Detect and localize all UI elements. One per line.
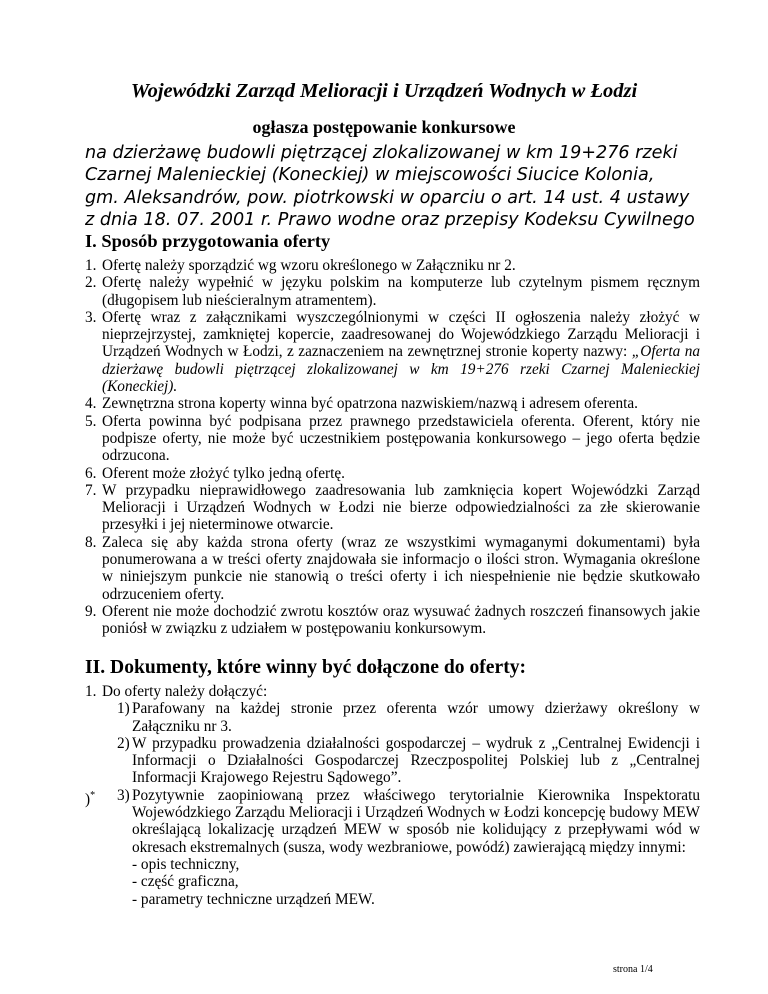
dash-item: - parametry techniczne urządzeń MEW. (132, 890, 375, 908)
dash-item: - opis techniczny, (132, 855, 240, 873)
document-subtitle: ogłasza postępowanie konkursowe (252, 117, 516, 137)
list-item: 9. Oferent nie może dochodzić zwrotu kosztów oraz wysuwać żadnych roszczeń finansowych jakie poniósł w związku z udziałem w postępowaniu konkursowym. (85, 602, 700, 638)
footnote-marker: )* (85, 789, 96, 808)
list-item: 6. Oferent może złożyć tylko jedną ofertę. (85, 464, 345, 482)
section-2-heading: II. Dokumenty, które winny być dołączone do oferty: (85, 657, 527, 678)
list-item: 1. Do oferty należy dołączyć: 1) Parafowany na każdej stronie przez oferenta wzór umowy dzierżawy określony w Załączniku nr 3. 2) W przypadku prowadzenia działalności gospodarczej – wydruk z „Centralnej Ewidencji i Informacji o Działalności Gospodarczej Rzeczpospolitej Polskiej lub z „Centralnej Informacji Krajowego Rejestru Sądowego”. )* 3) Pozytywnie zaopiniowaną przez właściwego terytorialnie Kierownika Inspektoratu Wojewódzkiego Zarządu Melioracji i Urządzeń Wodnych w Łodzi koncepcję budowy MEW określającą lokalizację urządzeń MEW w sposób nie kolidujący z przepływami wód w okresach ekstremalnych (susza, wody wezbraniowe, powódź) zawierającą między innymi: - opis techniczny, - część graficzna, - parametry techniczne urządzeń MEW. (85, 683, 700, 908)
document-title: Wojewódzki Zarząd Melioracji i Urządzeń Wodnych w Łodzi (130, 80, 638, 102)
sub-item: 1) Parafowany na każdej stronie przez oferenta wzór umowy dzierżawy określony w Załączniku nr 3. (117, 700, 700, 735)
list-item: 7. W przypadku nieprawidłowego zaadresowania lub zamknięcia kopert Wojewódzki Zarząd Melioracji i Urządzeń Wodnych w Łodzi nie bierze odpowiedzialności za złe skierowanie przesyłki i jej nieterminowe otwarcie. (85, 481, 700, 534)
sub-item: )* 3) Pozytywnie zaopiniowaną przez właściwego terytorialnie Kierownika Inspektoratu Wojewódzkiego Zarządu Melioracji i Urządzeń Wodnych w Łodzi koncepcję budowy MEW określającą lokalizację urządzeń MEW w sposób nie kolidujący z przepływami wód w okresach ekstremalnych (susza, wody wezbraniowe, powódź) zawierającą między innymi: (85, 786, 700, 856)
sub-item: 2) W przypadku prowadzenia działalności gospodarczej – wydruk z „Centralnej Ewidencji i Informacji o Działalności Gospodarczej Rzeczpospolitej Polskiej lub z „Centralnej Informacji Krajowego Rejestru Sądowego”. (117, 734, 700, 787)
list-item: 2. Ofertę należy wypełnić w języku polskim na komputerze lub czytelnym pismem ręcznym (długopisem lub nieścieralnym atramentem). (85, 274, 700, 309)
page-number: strona 1/4 (613, 964, 653, 975)
list-item: 3. Ofertę wraz z załącznikami wyszczególnionymi w części II ogłoszenia należy złożyć w nieprzejrzystej, zamkniętej kopercie, zaadresowanej do Wojewódzkiego Zarządu Melioracji i Urządzeń Wodnych w Łodzi, z zaznaczeniem na zewnętrznej stronie koperty nazwy: „Oferta na dzierżawę budowli piętrzącej zlokalizowanej w km 19+276 rzeki Czarnej Malenieckiej (Koneckiej). (85, 308, 700, 396)
dash-item: - część graficzna, (132, 873, 239, 891)
list-item: 8. Zaleca się aby każda strona oferty (wraz ze wszystkimi wymaganymi dokumentami) była ponumerowana a w treści oferty znajdowała sie informacjo o ilości stron. Wymagania określone w niniejszym punkcie nie stanowią o treści oferty i ich niespełnienie nie będzie skutkowało odrzuceniem oferty. (85, 533, 700, 603)
intro-line: Czarnej Maleniecki​ej (Koneckiej) w miejscowości Siucice Kolonia, (85, 165, 655, 186)
intro-line: na dzierżawę budowli piętrzącej zlokalizowanej w km 19+276 rzeki (85, 143, 678, 163)
intro-line: z dnia 18. 07. 2001 r. Prawo wodne oraz przepisy Kodeksu Cywilnego (85, 209, 695, 230)
list-item: 5. Oferta powinna być podpisana przez prawnego przedstawiciela oferenta. Oferent, który nie podpisze oferty, nie może być uczestnikiem postępowania konkursowego – jego oferta będzie odrzucona. (85, 412, 700, 465)
list-item: 4. Zewnętrzna strona koperty winna być opatrzona nazwiskiem/nazwą i adresem oferenta. (85, 395, 639, 413)
intro-paragraph (85, 142, 695, 231)
envelope-label-quote: „Oferta na dzierżawę budowli piętrzącej zlokalizowanej w km 19+276 rzeki Czarnej Malenieckiej (Koneckiej). (102, 343, 700, 396)
section-1-heading: I. Sposób przygotowania oferty (85, 231, 331, 251)
section-1-list (85, 257, 700, 638)
intro-line: gm. Aleksandrów, pow. piotrkowski w oparciu o art. 14 ust. 4 ustawy (85, 187, 690, 208)
section-2-list (85, 683, 700, 908)
list-item: 1. Ofertę należy sporządzić wg wzoru określonego w Załączniku nr 2. (85, 257, 516, 274)
